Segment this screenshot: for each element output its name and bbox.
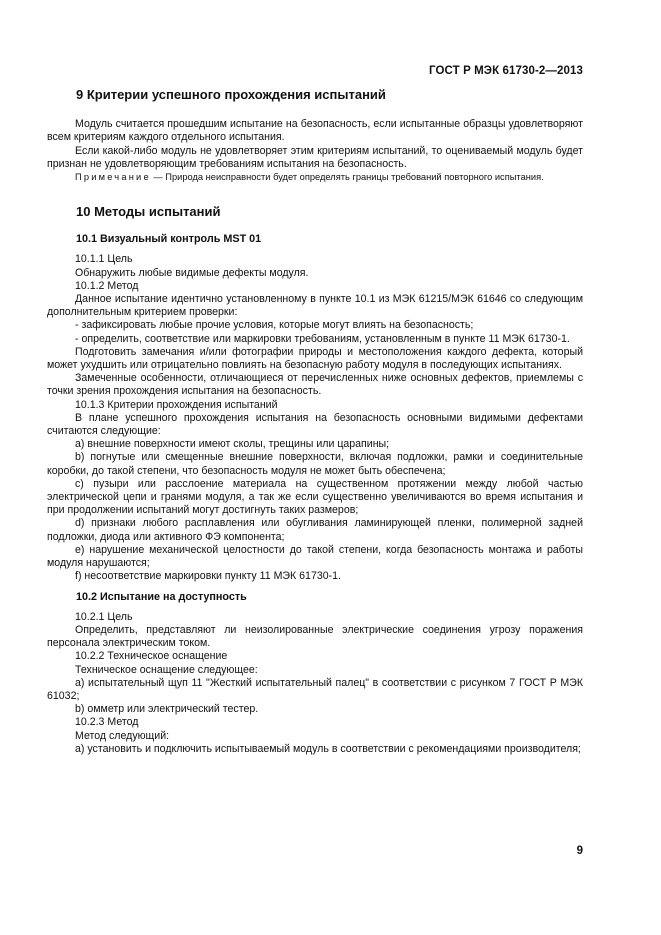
list-item: b) омметр или электрический тестер. (75, 703, 259, 716)
section-9-title: 9 Критерии успешного прохождения испытаний (76, 87, 386, 102)
subsection-heading: 10.2.3 Метод (75, 716, 139, 729)
paragraph: В плане успешного прохождения испытания на безопасность основными видимыми дефектами считаются следующие: (47, 411, 583, 438)
list-item: d) признаки любого расплавления или обугливания ламинирующей пленки, полимерной задней подложки, диода или активного ФЭ компонента; (47, 517, 583, 543)
section-10-2-title: 10.2 Испытание на доступность (76, 590, 247, 603)
note (47, 171, 583, 183)
subsection-heading: 10.2.1 Цель (75, 610, 133, 623)
note-label: Примечание (75, 172, 151, 183)
subsection-heading: 10.1.3 Критерии прохождения испытаний (75, 398, 278, 411)
list-item: c) пузыри или расслоение материала на существенном протяжении между любой частью электрической цепи и гранями модуля, а так же если существенно увеличиваются во время испытания и при продолжении испытаний могут достигнуть таких размеров; (47, 477, 583, 517)
list-item: a) испытательный щуп 11 "Жесткий испытательный палец" в соответствии с рисунком 7 ГОСТ Р МЭК 61032; (47, 676, 583, 702)
subsection-heading: 10.2.2 Техническое оснащение (75, 650, 228, 663)
page-content (47, 88, 583, 756)
list-item: a) установить и подключить испытываемый модуль в соответствии с рекомендациями производителя; (75, 742, 581, 755)
list-item: a) внешние поверхности имеют сколы, трещины или царапины; (75, 438, 390, 451)
section-10-1-title: 10.1 Визуальный контроль MST 01 (76, 233, 262, 246)
page-number: 9 (576, 845, 583, 857)
paragraph: Подготовить замечания и/или фотографии природы и местоположения каждого дефекта, который может ухудшить или отрицательно повлиять на безопасную работу модуля в последующих испытаниях. (47, 345, 583, 372)
list-item: e) нарушение механической целостности до такой степени, когда безопасность монтажа и работы модуля нарушаются; (47, 543, 583, 570)
paragraph: Данное испытание идентично установленному в пункте 10.1 из МЭК 61215/МЭК 61646 со следующим дополнительным критерием проверки: (47, 293, 583, 319)
paragraph: Если какой-либо модуль не удовлетворяет этим критериям испытаний, то оцениваемый модуль будет признан не удовлетворяющим требованиям испытания на безопасность. (47, 144, 583, 170)
paragraph: Обнаружить любые видимые дефекты модуля. (75, 266, 309, 279)
subsection-heading: 10.1.2 Метод (75, 279, 139, 292)
section-10-title: 10 Методы испытаний (76, 204, 221, 220)
paragraph: Модуль считается прошедшим испытание на безопасность, если испытанные образцы удовлетворяют всем критериям каждого отдельного испытания. (47, 118, 583, 144)
paragraph: Техническое оснащение следующее: (75, 663, 258, 676)
list-item: - зафиксировать любые прочие условия, которые могут влиять на безопасность; (75, 319, 474, 332)
note-text: — Природа неисправности будет определять границы требований повторного испытания. (150, 172, 544, 183)
document-header: ГОСТ Р МЭК 61730-2—2013 (429, 65, 583, 77)
paragraph: Замеченные особенности, отличающиеся от перечисленных ниже основных дефектов, приемлемы с точки зрения прохождения испытания на безопасность. (47, 372, 583, 398)
list-item: f) несоответствие маркировки пункту 11 МЭК 61730-1. (75, 570, 341, 583)
list-item: - определить, соответствие или маркировки требованиям, установленным в пункте 11 МЭК 61730-1. (75, 332, 570, 345)
paragraph: Метод следующий: (75, 729, 170, 742)
list-item: b) погнутые или смещенные внешние поверхности, включая подложки, рамки и соединительные коробки, до такой степени, что безопасность модуля не может быть обеспечена; (47, 451, 583, 477)
paragraph: Определить, представляют ли неизолированные электрические соединения угрозу поражения персонала электрическим током. (47, 623, 583, 650)
subsection-heading: 10.1.1 Цель (75, 253, 133, 266)
